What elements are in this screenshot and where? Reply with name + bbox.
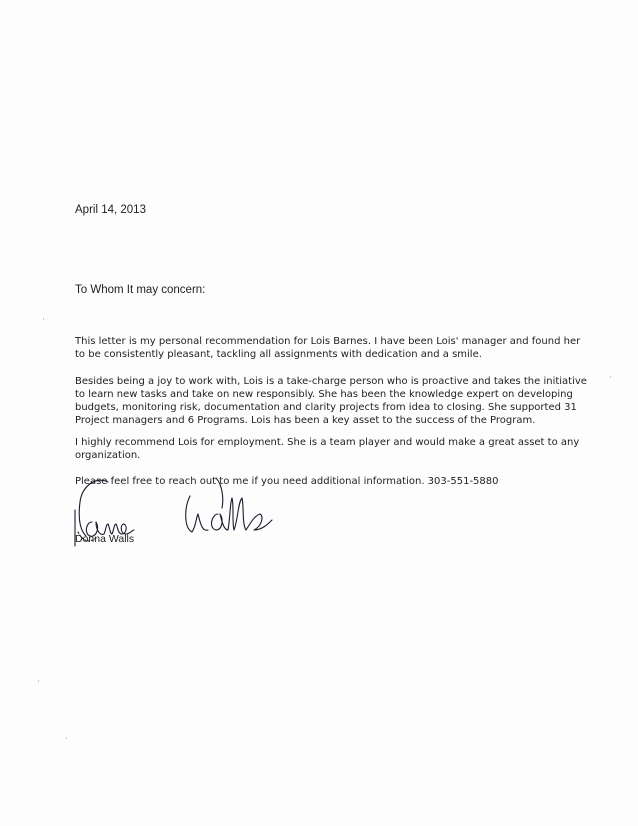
paragraph-line: organization. (75, 450, 141, 461)
signature-stroke (186, 496, 208, 532)
signature-stroke (212, 498, 272, 530)
paragraph-line: I highly recommend Lois for employment. She is a team player and would make a great asset to any (75, 437, 580, 448)
scan-speck (38, 680, 39, 682)
paragraph-recommendation (75, 335, 581, 361)
paragraph-line: Project managers and 6 Programs. Lois has been a key asset to the success of the Program. (75, 415, 536, 426)
paragraph-endorsement (75, 436, 580, 462)
signer-name: Donna Walls (75, 533, 135, 545)
paragraph-line: Please feel free to reach out to me if you need additional information. 303-551-5880 (75, 476, 499, 487)
signature-stroke (79, 480, 108, 536)
salutation: To Whom It may concern: (75, 284, 206, 296)
paragraph-contact (75, 475, 575, 488)
paragraph-line: to be consistently pleasant, tackling all assignments with dedication and a smile. (75, 349, 482, 360)
paragraph-line: budgets, monitoring risk, documentation and clarity projects from idea to closing. She supported 31 (75, 402, 577, 413)
scan-speck (43, 318, 44, 320)
paragraph-qualities (75, 375, 587, 427)
paragraph-line: Besides being a joy to work with, Lois is a take-charge person who is proactive and takes the initiative (75, 376, 587, 387)
paragraph-line: to learn new tasks and take on new responsibly. She has been the knowledge expert on developing (75, 389, 573, 400)
letter-date: April 14, 2013 (75, 204, 146, 216)
scan-speck (610, 376, 611, 378)
paragraph-line: This letter is my personal recommendation for Lois Barnes. I have been Lois' manager and found her (75, 336, 581, 347)
scan-speck (66, 737, 67, 739)
